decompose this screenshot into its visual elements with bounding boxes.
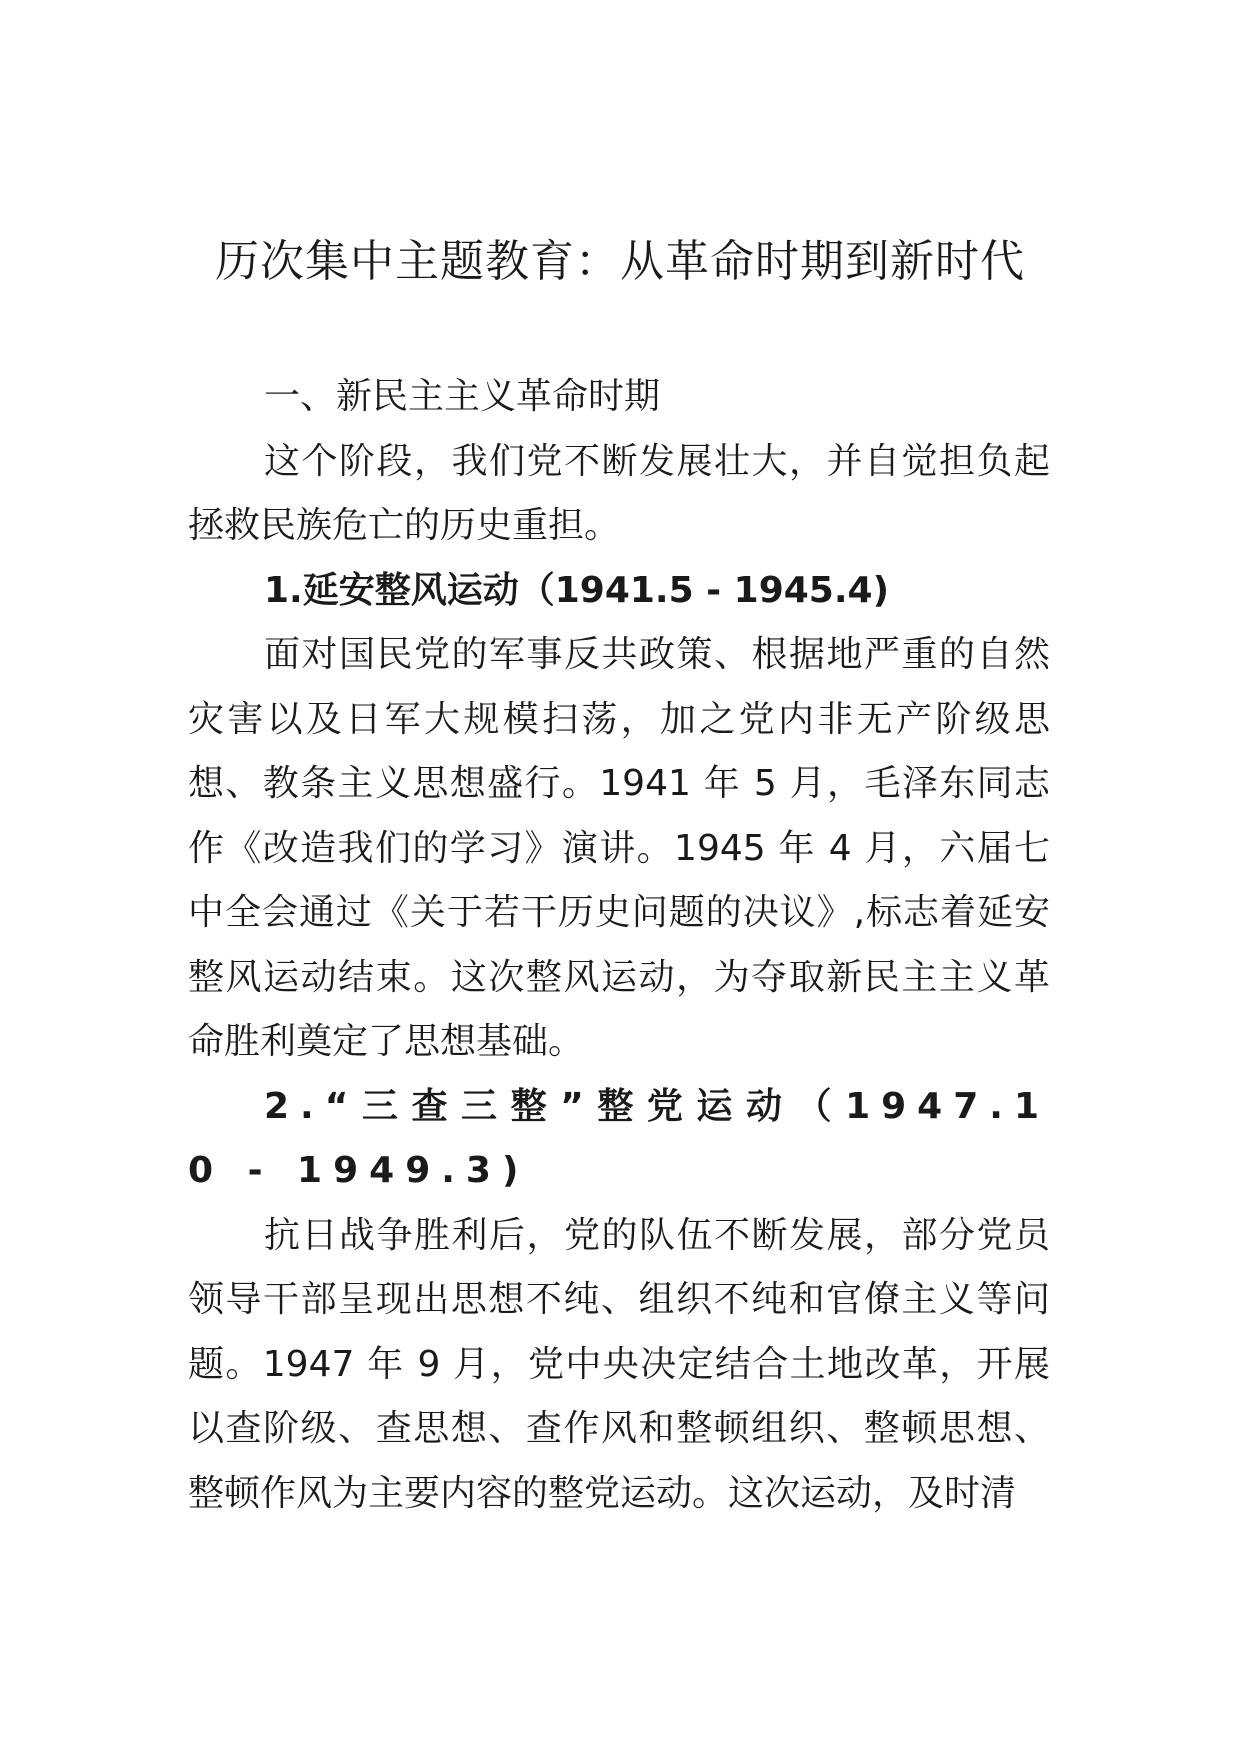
item2-heading-text: 2.“三查三整”整党运动（1947.10 - 1949.3) bbox=[188, 1085, 1050, 1191]
item1-paragraph: 面对国民党的军事反共政策、根据地严重的自然灾害以及日军大规模扫荡，加之党内非无产阶级思想、教条主义思想盛行。1941 年 5 月，毛泽东同志作《改造我们的学习》演讲。1945 年 4 月，六届七中全会通过《关于若干历史问题的决议》,标志着延安整风运动结束。这次整风运动，为夺取新民主主义革命胜利奠定了思想基础。 bbox=[188, 634, 1050, 1062]
document-title: 历次集中主题教育：从革命时期到新时代 bbox=[215, 236, 1025, 287]
item1-heading: 1.延安整风运动（1941.5 - 1945.4) bbox=[264, 569, 890, 611]
section-heading: 一、新民主主义革命时期 bbox=[264, 376, 661, 417]
section-intro-paragraph: 这个阶段，我们党不断发展壮大，并自觉担负起拯救民族危亡的历史重担。 bbox=[188, 440, 1050, 546]
item2-heading bbox=[188, 1075, 1050, 1204]
document-body bbox=[188, 365, 1050, 1526]
item2-paragraph: 抗日战争胜利后，党的队伍不断发展，部分党员领导干部呈现出思想不纯、组织不纯和官僚主义等问题。1947 年 9 月，党中央决定结合土地改革，开展以查阶级、查思想、查作风和整顿组织、整顿思想、整顿作风为主要内容的整党运动。这次运动，及时清 bbox=[188, 1214, 1050, 1514]
